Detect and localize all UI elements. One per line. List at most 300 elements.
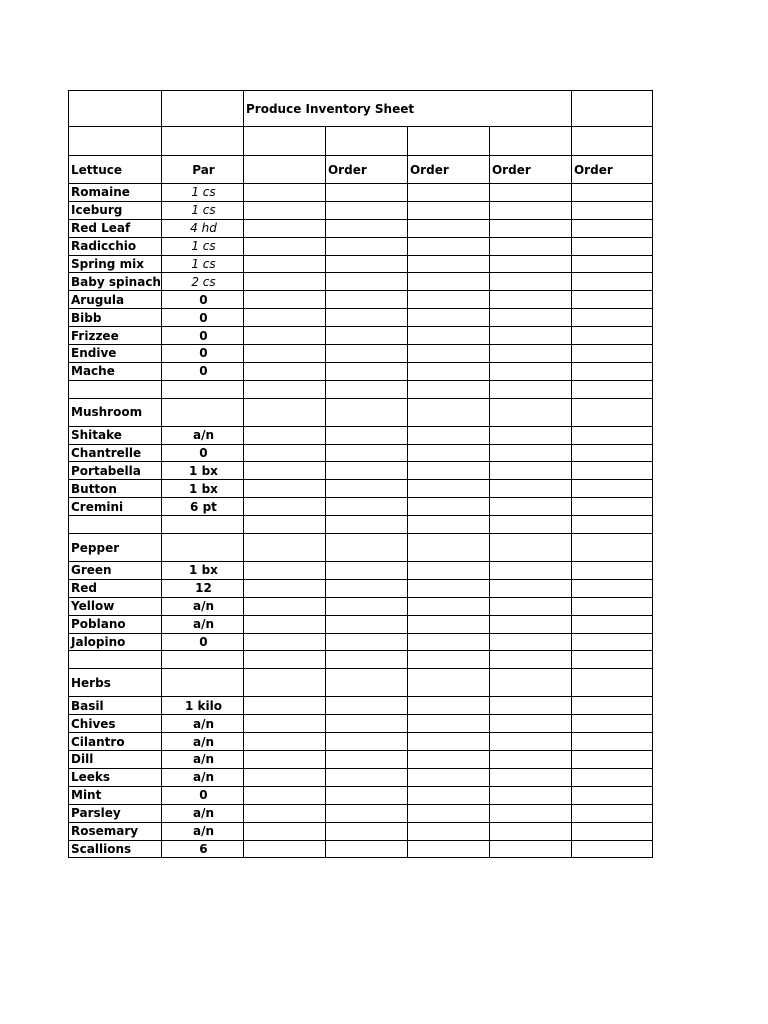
section-title: Mushroom — [69, 398, 162, 426]
par-value: 0 — [161, 633, 243, 651]
entry-cell[interactable] — [243, 255, 325, 273]
entry-cell[interactable] — [489, 462, 571, 480]
entry-cell[interactable] — [243, 201, 325, 219]
entry-cell[interactable] — [325, 751, 407, 769]
entry-cell[interactable] — [489, 733, 571, 751]
empty-cell[interactable] — [161, 651, 243, 669]
entry-cell[interactable] — [489, 362, 571, 380]
order-header: Order — [325, 156, 407, 184]
item-name: Red Leaf — [69, 219, 162, 237]
entry-cell[interactable] — [489, 715, 571, 733]
entry-cell[interactable] — [571, 768, 652, 786]
item-name: Rosemary — [69, 822, 162, 840]
entry-cell[interactable] — [571, 733, 652, 751]
item-name: Romaine — [69, 184, 162, 202]
par-value: a/n — [161, 768, 243, 786]
empty-cell[interactable] — [161, 534, 243, 562]
entry-cell[interactable] — [571, 345, 652, 363]
empty-cell[interactable] — [571, 127, 652, 156]
entry-cell[interactable] — [407, 462, 489, 480]
entry-cell[interactable] — [571, 804, 652, 822]
par-value: 0 — [161, 345, 243, 363]
entry-cell[interactable] — [325, 804, 407, 822]
entry-cell[interactable] — [571, 327, 652, 345]
entry-cell[interactable] — [489, 697, 571, 715]
item-name: Cremini — [69, 498, 162, 516]
empty-cell[interactable] — [489, 127, 571, 156]
empty-cell[interactable] — [325, 127, 407, 156]
order-header: Order — [407, 156, 489, 184]
entry-cell[interactable] — [325, 480, 407, 498]
par-value: 4 hd — [161, 219, 243, 237]
entry-cell[interactable] — [489, 237, 571, 255]
entry-cell[interactable] — [407, 822, 489, 840]
entry-cell[interactable] — [571, 291, 652, 309]
entry-cell[interactable] — [243, 715, 325, 733]
item-row — [69, 345, 653, 363]
par-value: 0 — [161, 362, 243, 380]
entry-cell[interactable] — [489, 840, 571, 858]
entry-cell[interactable] — [407, 362, 489, 380]
item-row — [69, 615, 653, 633]
item-name: Leeks — [69, 768, 162, 786]
entry-cell[interactable] — [571, 615, 652, 633]
item-name: Mint — [69, 786, 162, 804]
item-row — [69, 462, 653, 480]
item-name: Spring mix — [69, 255, 162, 273]
entry-cell[interactable] — [489, 345, 571, 363]
entry-cell[interactable] — [571, 273, 652, 291]
order-header: Order — [489, 156, 571, 184]
entry-cell[interactable] — [407, 184, 489, 202]
entry-cell[interactable] — [325, 237, 407, 255]
item-row — [69, 786, 653, 804]
empty-cell[interactable] — [325, 669, 407, 697]
entry-cell[interactable] — [489, 309, 571, 327]
entry-cell[interactable] — [571, 579, 652, 597]
entry-cell[interactable] — [571, 362, 652, 380]
entry-cell[interactable] — [571, 751, 652, 769]
empty-cell[interactable] — [407, 516, 489, 534]
item-name: Mache — [69, 362, 162, 380]
order-header: Order — [571, 156, 652, 184]
par-value: a/n — [161, 751, 243, 769]
entry-cell[interactable] — [571, 715, 652, 733]
entry-cell[interactable] — [325, 426, 407, 444]
entry-cell[interactable] — [489, 804, 571, 822]
entry-cell[interactable] — [243, 345, 325, 363]
item-row — [69, 201, 653, 219]
item-name: Iceburg — [69, 201, 162, 219]
empty-cell[interactable] — [243, 127, 325, 156]
entry-cell[interactable] — [325, 309, 407, 327]
entry-cell[interactable] — [407, 840, 489, 858]
item-name: Cilantro — [69, 733, 162, 751]
item-row — [69, 219, 653, 237]
entry-cell[interactable] — [571, 840, 652, 858]
entry-cell[interactable] — [243, 237, 325, 255]
entry-cell[interactable] — [489, 579, 571, 597]
empty-cell[interactable] — [69, 91, 162, 127]
par-value: a/n — [161, 804, 243, 822]
par-value: 0 — [161, 327, 243, 345]
empty-cell[interactable] — [407, 651, 489, 669]
entry-cell[interactable] — [571, 480, 652, 498]
entry-cell[interactable] — [489, 291, 571, 309]
item-name: Chantrelle — [69, 444, 162, 462]
entry-cell[interactable] — [489, 219, 571, 237]
entry-cell[interactable] — [489, 444, 571, 462]
entry-cell[interactable] — [571, 444, 652, 462]
empty-cell[interactable] — [407, 127, 489, 156]
entry-cell[interactable] — [489, 597, 571, 615]
entry-cell[interactable] — [407, 751, 489, 769]
par-value: a/n — [161, 822, 243, 840]
entry-cell[interactable] — [571, 309, 652, 327]
entry-cell[interactable] — [489, 768, 571, 786]
entry-cell[interactable] — [489, 273, 571, 291]
empty-cell[interactable] — [243, 651, 325, 669]
item-name: Jalopino — [69, 633, 162, 651]
par-value: a/n — [161, 426, 243, 444]
entry-cell[interactable] — [325, 633, 407, 651]
item-row — [69, 184, 653, 202]
empty-cell[interactable] — [571, 91, 652, 127]
entry-cell[interactable] — [325, 786, 407, 804]
item-name: Frizzee — [69, 327, 162, 345]
item-row — [69, 362, 653, 380]
item-name: Bibb — [69, 309, 162, 327]
entry-cell[interactable] — [243, 184, 325, 202]
par-value: 0 — [161, 309, 243, 327]
entry-cell[interactable] — [325, 768, 407, 786]
item-name: Scallions — [69, 840, 162, 858]
entry-cell[interactable] — [571, 697, 652, 715]
item-name: Baby spinach — [69, 273, 162, 291]
entry-cell[interactable] — [407, 327, 489, 345]
empty-cell[interactable] — [571, 516, 652, 534]
entry-cell[interactable] — [407, 786, 489, 804]
empty-cell[interactable] — [571, 651, 652, 669]
entry-cell[interactable] — [489, 184, 571, 202]
entry-cell[interactable] — [325, 715, 407, 733]
entry-cell[interactable] — [243, 597, 325, 615]
empty-cell[interactable] — [243, 516, 325, 534]
empty-cell[interactable] — [243, 156, 325, 184]
entry-cell[interactable] — [243, 768, 325, 786]
item-name: Yellow — [69, 597, 162, 615]
entry-cell[interactable] — [407, 426, 489, 444]
entry-cell[interactable] — [571, 462, 652, 480]
entry-cell[interactable] — [489, 786, 571, 804]
entry-cell[interactable] — [407, 733, 489, 751]
entry-cell[interactable] — [489, 751, 571, 769]
entry-cell[interactable] — [407, 562, 489, 580]
section-header-row — [69, 534, 653, 562]
par-value: 0 — [161, 786, 243, 804]
entry-cell[interactable] — [325, 444, 407, 462]
item-row — [69, 255, 653, 273]
entry-cell[interactable] — [407, 219, 489, 237]
item-row — [69, 579, 653, 597]
par-value: 1 cs — [161, 184, 243, 202]
empty-cell[interactable] — [161, 516, 243, 534]
entry-cell[interactable] — [571, 255, 652, 273]
entry-cell[interactable] — [325, 822, 407, 840]
empty-cell[interactable] — [489, 534, 571, 562]
empty-cell[interactable] — [407, 380, 489, 398]
entry-cell[interactable] — [571, 786, 652, 804]
empty-cell[interactable] — [69, 127, 162, 156]
empty-cell[interactable] — [489, 651, 571, 669]
section-header-row — [69, 156, 653, 184]
entry-cell[interactable] — [243, 697, 325, 715]
empty-cell[interactable] — [407, 669, 489, 697]
item-row — [69, 768, 653, 786]
entry-cell[interactable] — [407, 498, 489, 516]
empty-cell[interactable] — [161, 127, 243, 156]
item-name: Arugula — [69, 291, 162, 309]
item-name: Basil — [69, 697, 162, 715]
entry-cell[interactable] — [571, 498, 652, 516]
item-row — [69, 426, 653, 444]
empty-cell[interactable] — [325, 534, 407, 562]
entry-cell[interactable] — [407, 768, 489, 786]
entry-cell[interactable] — [571, 597, 652, 615]
item-row — [69, 291, 653, 309]
entry-cell[interactable] — [407, 273, 489, 291]
empty-cell[interactable] — [407, 534, 489, 562]
item-name: Shitake — [69, 426, 162, 444]
entry-cell[interactable] — [325, 345, 407, 363]
entry-cell[interactable] — [407, 201, 489, 219]
par-value: 0 — [161, 291, 243, 309]
item-name: Dill — [69, 751, 162, 769]
item-row — [69, 327, 653, 345]
empty-cell[interactable] — [161, 669, 243, 697]
empty-cell[interactable] — [489, 398, 571, 426]
title-row — [69, 91, 653, 127]
empty-cell[interactable] — [161, 398, 243, 426]
par-value: 1 bx — [161, 562, 243, 580]
entry-cell[interactable] — [407, 633, 489, 651]
entry-cell[interactable] — [407, 345, 489, 363]
entry-cell[interactable] — [325, 562, 407, 580]
empty-cell[interactable] — [571, 380, 652, 398]
item-name: Portabella — [69, 462, 162, 480]
entry-cell[interactable] — [325, 462, 407, 480]
entry-cell[interactable] — [243, 751, 325, 769]
entry-cell[interactable] — [325, 615, 407, 633]
entry-cell[interactable] — [407, 444, 489, 462]
item-row — [69, 822, 653, 840]
empty-cell[interactable] — [69, 380, 162, 398]
empty-cell[interactable] — [243, 669, 325, 697]
item-row — [69, 697, 653, 715]
entry-cell[interactable] — [571, 201, 652, 219]
item-row — [69, 309, 653, 327]
entry-cell[interactable] — [243, 840, 325, 858]
par-value: 1 bx — [161, 480, 243, 498]
entry-cell[interactable] — [407, 480, 489, 498]
entry-cell[interactable] — [243, 309, 325, 327]
item-row — [69, 562, 653, 580]
entry-cell[interactable] — [407, 291, 489, 309]
item-row — [69, 237, 653, 255]
empty-cell[interactable] — [69, 516, 162, 534]
empty-cell[interactable] — [325, 516, 407, 534]
empty-cell[interactable] — [489, 516, 571, 534]
entry-cell[interactable] — [489, 615, 571, 633]
entry-cell[interactable] — [489, 562, 571, 580]
entry-cell[interactable] — [243, 480, 325, 498]
entry-cell[interactable] — [243, 615, 325, 633]
entry-cell[interactable] — [489, 480, 571, 498]
par-value: 1 cs — [161, 201, 243, 219]
entry-cell[interactable] — [325, 733, 407, 751]
entry-cell[interactable] — [407, 715, 489, 733]
item-name: Green — [69, 562, 162, 580]
entry-cell[interactable] — [325, 579, 407, 597]
entry-cell[interactable] — [571, 426, 652, 444]
entry-cell[interactable] — [489, 327, 571, 345]
entry-cell[interactable] — [407, 237, 489, 255]
entry-cell[interactable] — [243, 291, 325, 309]
blank-row — [69, 127, 653, 156]
entry-cell[interactable] — [325, 597, 407, 615]
par-value: 1 bx — [161, 462, 243, 480]
entry-cell[interactable] — [243, 633, 325, 651]
entry-cell[interactable] — [243, 733, 325, 751]
item-row — [69, 498, 653, 516]
entry-cell[interactable] — [407, 697, 489, 715]
empty-cell[interactable] — [325, 651, 407, 669]
entry-cell[interactable] — [489, 498, 571, 516]
empty-cell[interactable] — [489, 669, 571, 697]
spacer-row — [69, 380, 653, 398]
empty-cell[interactable] — [571, 669, 652, 697]
entry-cell[interactable] — [489, 201, 571, 219]
entry-cell[interactable] — [571, 822, 652, 840]
entry-cell[interactable] — [489, 255, 571, 273]
section-title: Lettuce — [69, 156, 162, 184]
item-name: Poblano — [69, 615, 162, 633]
empty-cell[interactable] — [325, 398, 407, 426]
par-header: Par — [161, 156, 243, 184]
empty-cell[interactable] — [571, 534, 652, 562]
empty-cell[interactable] — [325, 380, 407, 398]
entry-cell[interactable] — [325, 219, 407, 237]
entry-cell[interactable] — [407, 615, 489, 633]
item-name: Button — [69, 480, 162, 498]
entry-cell[interactable] — [489, 633, 571, 651]
par-value: a/n — [161, 615, 243, 633]
entry-cell[interactable] — [407, 597, 489, 615]
entry-cell[interactable] — [325, 291, 407, 309]
entry-cell[interactable] — [571, 633, 652, 651]
par-value: 1 cs — [161, 237, 243, 255]
item-row — [69, 804, 653, 822]
entry-cell[interactable] — [571, 237, 652, 255]
empty-cell[interactable] — [69, 651, 162, 669]
section-header-row — [69, 669, 653, 697]
entry-cell[interactable] — [243, 426, 325, 444]
par-value: 6 pt — [161, 498, 243, 516]
entry-cell[interactable] — [325, 840, 407, 858]
entry-cell[interactable] — [243, 562, 325, 580]
entry-cell[interactable] — [243, 822, 325, 840]
entry-cell[interactable] — [325, 201, 407, 219]
par-value: 1 cs — [161, 255, 243, 273]
entry-cell[interactable] — [407, 804, 489, 822]
entry-cell[interactable] — [489, 822, 571, 840]
section-title: Herbs — [69, 669, 162, 697]
entry-cell[interactable] — [243, 444, 325, 462]
entry-cell[interactable] — [325, 255, 407, 273]
empty-cell[interactable] — [243, 398, 325, 426]
item-name: Endive — [69, 345, 162, 363]
item-row — [69, 733, 653, 751]
entry-cell[interactable] — [325, 362, 407, 380]
empty-cell[interactable] — [243, 534, 325, 562]
empty-cell[interactable] — [407, 398, 489, 426]
page-title: Produce Inventory Sheet — [243, 91, 571, 127]
entry-cell[interactable] — [571, 562, 652, 580]
par-value: 0 — [161, 444, 243, 462]
entry-cell[interactable] — [407, 309, 489, 327]
empty-cell[interactable] — [161, 380, 243, 398]
entry-cell[interactable] — [325, 184, 407, 202]
entry-cell[interactable] — [325, 273, 407, 291]
par-value: a/n — [161, 597, 243, 615]
par-value: a/n — [161, 733, 243, 751]
entry-cell[interactable] — [243, 462, 325, 480]
item-row — [69, 715, 653, 733]
entry-cell[interactable] — [325, 498, 407, 516]
entry-cell[interactable] — [243, 786, 325, 804]
entry-cell[interactable] — [243, 498, 325, 516]
item-row — [69, 633, 653, 651]
empty-cell[interactable] — [243, 380, 325, 398]
item-row — [69, 480, 653, 498]
empty-cell[interactable] — [571, 398, 652, 426]
entry-cell[interactable] — [325, 327, 407, 345]
section-header-row — [69, 398, 653, 426]
par-value: 12 — [161, 579, 243, 597]
par-value: 6 — [161, 840, 243, 858]
entry-cell[interactable] — [489, 426, 571, 444]
par-value: 1 kilo — [161, 697, 243, 715]
entry-cell[interactable] — [243, 327, 325, 345]
item-name: Parsley — [69, 804, 162, 822]
item-row — [69, 751, 653, 769]
par-value: 2 cs — [161, 273, 243, 291]
entry-cell[interactable] — [571, 184, 652, 202]
entry-cell[interactable] — [243, 579, 325, 597]
entry-cell[interactable] — [407, 579, 489, 597]
entry-cell[interactable] — [325, 697, 407, 715]
empty-cell[interactable] — [161, 91, 243, 127]
item-name: Chives — [69, 715, 162, 733]
entry-cell[interactable] — [571, 219, 652, 237]
entry-cell[interactable] — [243, 804, 325, 822]
entry-cell[interactable] — [243, 273, 325, 291]
entry-cell[interactable] — [243, 362, 325, 380]
entry-cell[interactable] — [243, 219, 325, 237]
entry-cell[interactable] — [407, 255, 489, 273]
par-value: a/n — [161, 715, 243, 733]
empty-cell[interactable] — [489, 380, 571, 398]
